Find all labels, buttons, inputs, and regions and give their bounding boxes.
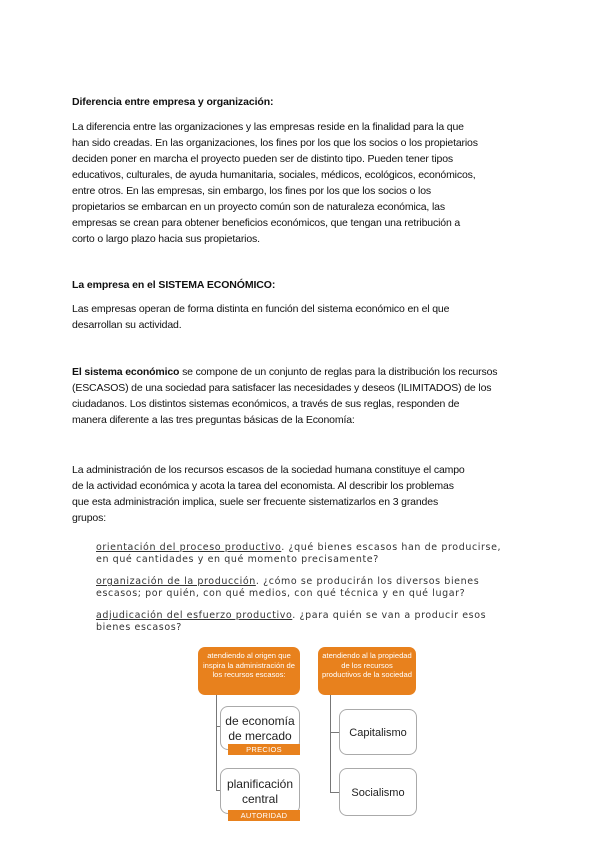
- text-line: deciden poner en marcha el proyecto pueden ser de distinto tipo. Pueden tener tipos: [72, 153, 453, 165]
- text-line: educativos, culturales, de ayuda humanitaria, sociales, médicos, ecológicos, económicos,: [72, 169, 476, 181]
- capitalism-box: Capitalismo: [339, 709, 417, 755]
- text-line: corto o largo plazo hacia sus propietarios.: [72, 233, 260, 245]
- question-item: [96, 610, 526, 634]
- text-line: [72, 364, 520, 380]
- text-line: que esta administración implica, suele ser frecuente sistematizarlos en 3 grandes: [72, 496, 439, 508]
- text-line: entre otros. En las empresas, sin embargo, los fines por los que los socios o los: [72, 185, 432, 197]
- question-text: . ¿qué bienes escasos han de producirse,: [281, 542, 502, 553]
- question-text: en qué cantidades y en qué momento precisamente?: [96, 554, 379, 565]
- connector-line: [330, 732, 339, 733]
- text-line: (ESCASOS) de una sociedad para satisfacer las necesidades y deseos (ILIMITADOS) de los: [72, 382, 492, 394]
- text-line: Las empresas operan de forma distinta en función del sistema económico en el que: [72, 303, 450, 315]
- central-planning-box: planificación central: [220, 768, 300, 814]
- question-text: . ¿cómo se producirán los diversos bienes: [255, 576, 480, 587]
- text-line: La diferencia entre las organizaciones y las empresas reside en la finalidad para la que: [72, 121, 464, 133]
- question-text: . ¿para quién se van a producir esos: [292, 610, 487, 621]
- text-line: manera diferente a las tres preguntas básicas de la Economía:: [72, 414, 355, 426]
- connector-line: [330, 694, 331, 792]
- prices-tag: PRECIOS: [228, 744, 300, 755]
- text-span: se compone de un conjunto de reglas para la distribución los recursos: [179, 366, 498, 378]
- paragraph-resource-administration: [72, 462, 520, 526]
- heading-economic-system: La empresa en el SISTEMA ECONÓMICO:: [72, 279, 276, 291]
- question-item: [96, 542, 526, 566]
- left-header-box: atendiendo al origen que inspira la administración de los recursos escasos:: [198, 647, 300, 695]
- connector-line: [330, 792, 339, 793]
- text-line: desarrollan su actividad.: [72, 319, 182, 331]
- connector-line: [216, 694, 217, 790]
- question-text: bienes escasos?: [96, 622, 182, 633]
- text-line: de la actividad económica y acota la tarea del economista. Al describir los problemas: [72, 480, 454, 492]
- basic-questions-list: [96, 542, 526, 644]
- socialism-box: Socialismo: [339, 768, 417, 816]
- text-line: han sido creadas. En las organizaciones, los fines por los que los socios o los propietarios: [72, 137, 478, 149]
- question-term: organización de la producción: [96, 576, 256, 587]
- text-line: propietarios se embarcan en un proyecto común son de naturaleza económica, las: [72, 201, 445, 213]
- text-line: ciudadanos. Los distintos sistemas económicos, a través de sus reglas, responden de: [72, 398, 460, 410]
- question-term: orientación del proceso productivo: [96, 542, 282, 553]
- text-line: grupos:: [72, 512, 106, 524]
- paragraph-system-definition: [72, 364, 520, 428]
- market-economy-box: de economía de mercado: [220, 706, 300, 750]
- right-header-box: atendiendo al la propiedad de los recursos productivos de la sociedad: [318, 647, 416, 695]
- heading-difference: Diferencia entre empresa y organización:: [72, 96, 274, 108]
- authority-tag: AUTORIDAD: [228, 810, 300, 821]
- question-term: adjudicación del esfuerzo productivo: [96, 610, 293, 621]
- text-line: empresas se crean para obtener beneficios económicos, que tengan una retribución a: [72, 217, 461, 229]
- bold-term: El sistema económico: [72, 366, 180, 378]
- question-item: [96, 576, 526, 600]
- question-text: escasos; por quién, con qué medios, con qué técnica y en qué lugar?: [96, 588, 466, 599]
- paragraph-difference: [72, 119, 520, 247]
- paragraph-economic-system: [72, 301, 520, 333]
- text-line: La administración de los recursos escasos de la sociedad humana constituye el campo: [72, 464, 465, 476]
